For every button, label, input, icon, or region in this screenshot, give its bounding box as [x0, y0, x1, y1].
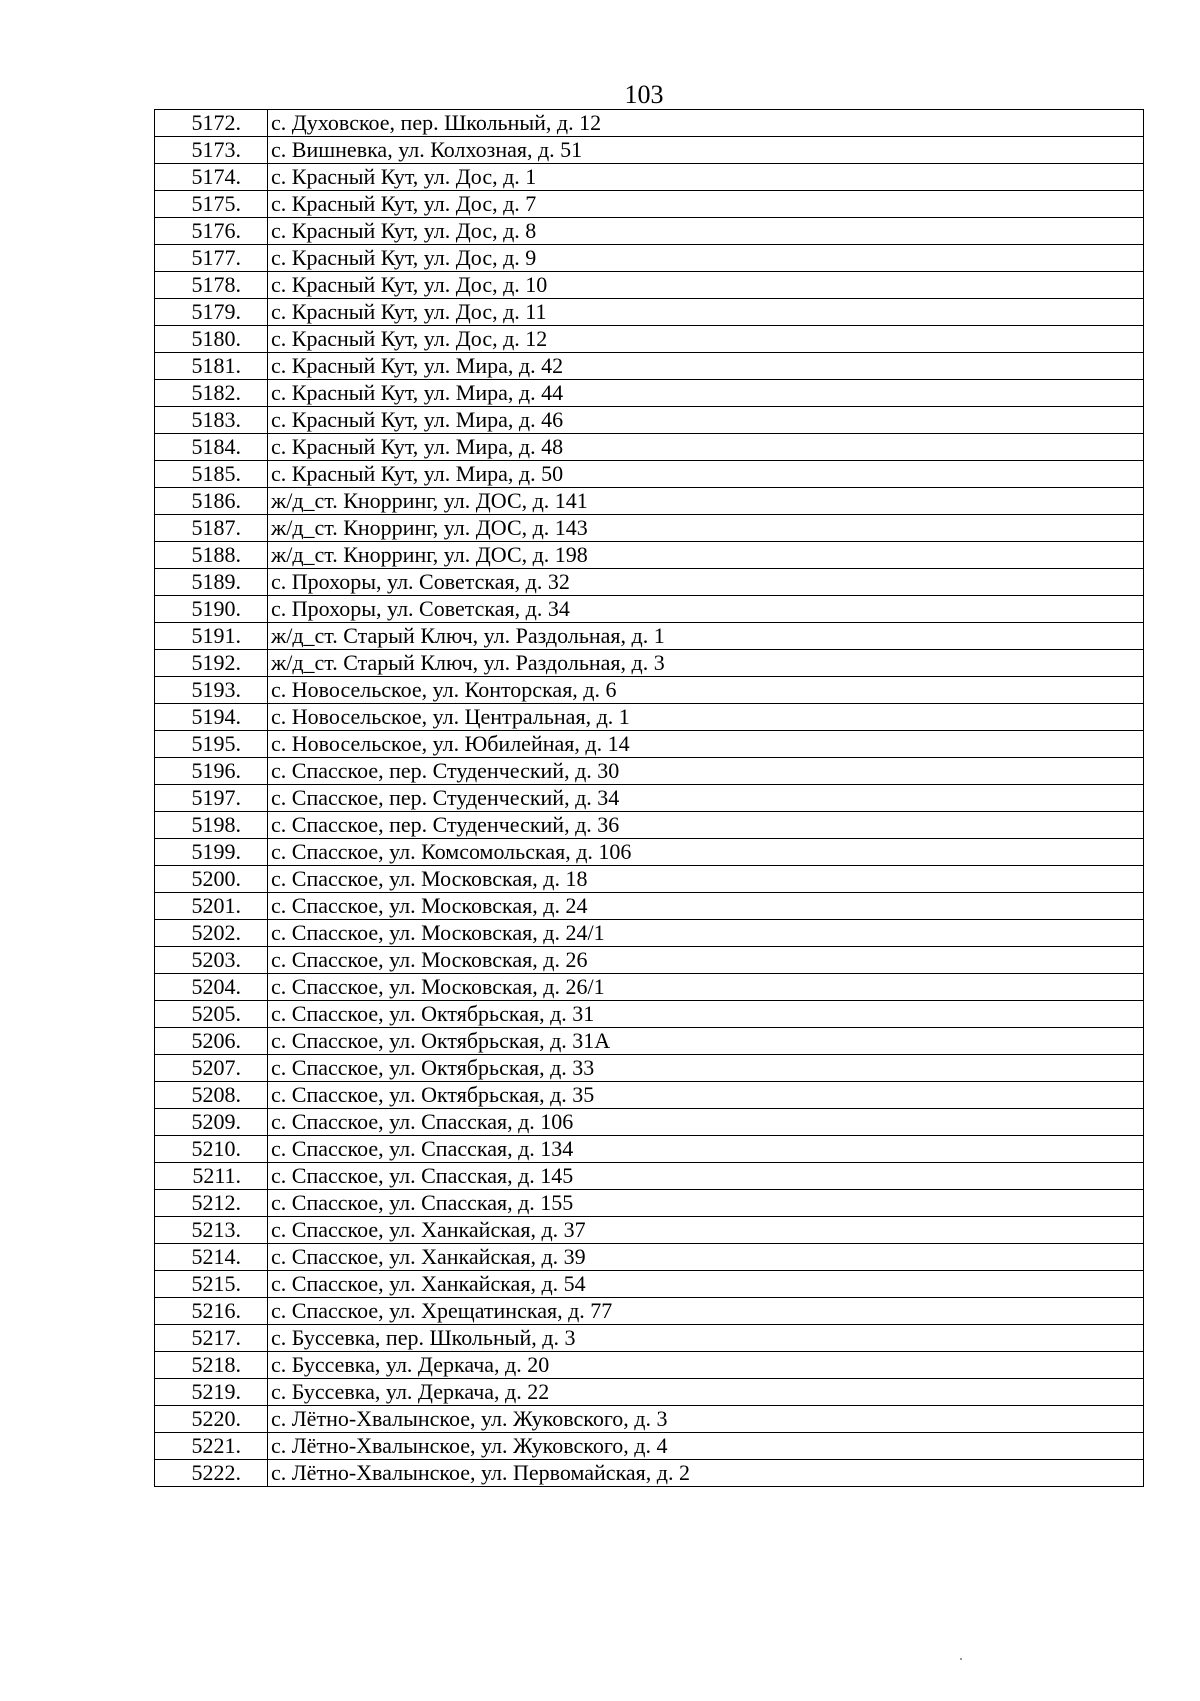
- table-row: [155, 1055, 1144, 1082]
- address-cell: с. Спасское, ул. Московская, д. 26: [268, 947, 1144, 974]
- table-row: [155, 1298, 1144, 1325]
- address-cell: с. Спасское, пер. Студенческий, д. 30: [268, 758, 1144, 785]
- row-number-cell: 5178.: [155, 272, 268, 299]
- row-number-cell: 5172.: [155, 110, 268, 137]
- address-cell: с. Буссевка, пер. Школьный, д. 3: [268, 1325, 1144, 1352]
- table-row: [155, 569, 1144, 596]
- address-cell: с. Духовское, пер. Школьный, д. 12: [268, 110, 1144, 137]
- row-number-cell: 5220.: [155, 1406, 268, 1433]
- row-number-cell: 5189.: [155, 569, 268, 596]
- address-cell: с. Лётно-Хвалынское, ул. Первомайская, д. 2: [268, 1460, 1144, 1487]
- row-number-cell: 5196.: [155, 758, 268, 785]
- row-number-cell: 5174.: [155, 164, 268, 191]
- address-cell: с. Красный Кут, ул. Дос, д. 10: [268, 272, 1144, 299]
- row-number-cell: 5213.: [155, 1217, 268, 1244]
- address-cell: с. Спасское, ул. Октябрьская, д. 35: [268, 1082, 1144, 1109]
- table-row: [155, 299, 1144, 326]
- row-number-cell: 5210.: [155, 1136, 268, 1163]
- row-number-cell: 5182.: [155, 380, 268, 407]
- row-number-cell: 5212.: [155, 1190, 268, 1217]
- row-number-cell: 5222.: [155, 1460, 268, 1487]
- row-number-cell: 5205.: [155, 1001, 268, 1028]
- row-number-cell: 5211.: [155, 1163, 268, 1190]
- address-cell: с. Спасское, ул. Московская, д. 26/1: [268, 974, 1144, 1001]
- row-number-cell: 5195.: [155, 731, 268, 758]
- table-row: [155, 1271, 1144, 1298]
- table-row: [155, 1109, 1144, 1136]
- row-number-cell: 5193.: [155, 677, 268, 704]
- row-number-cell: 5177.: [155, 245, 268, 272]
- row-number-cell: 5173.: [155, 137, 268, 164]
- address-cell: с. Спасское, ул. Московская, д. 18: [268, 866, 1144, 893]
- row-number-cell: 5199.: [155, 839, 268, 866]
- address-cell: с. Новосельское, ул. Конторская, д. 6: [268, 677, 1144, 704]
- row-number-cell: 5176.: [155, 218, 268, 245]
- table-row: [155, 1244, 1144, 1271]
- table-row: [155, 380, 1144, 407]
- address-cell: с. Лётно-Хвалынское, ул. Жуковского, д. 4: [268, 1433, 1144, 1460]
- table-row: [155, 515, 1144, 542]
- address-cell: ж/д_ст. Кнорринг, ул. ДОС, д. 143: [268, 515, 1144, 542]
- table-row: [155, 866, 1144, 893]
- address-cell: с. Спасское, ул. Московская, д. 24: [268, 893, 1144, 920]
- table-row: [155, 1136, 1144, 1163]
- address-cell: с. Спасское, ул. Октябрьская, д. 31А: [268, 1028, 1144, 1055]
- row-number-cell: 5183.: [155, 407, 268, 434]
- table-row: [155, 1406, 1144, 1433]
- row-number-cell: 5179.: [155, 299, 268, 326]
- address-cell: с. Красный Кут, ул. Дос, д. 12: [268, 326, 1144, 353]
- table-row: [155, 893, 1144, 920]
- address-cell: с. Спасское, ул. Ханкайская, д. 54: [268, 1271, 1144, 1298]
- page-number: 103: [624, 80, 664, 109]
- row-number-cell: 5198.: [155, 812, 268, 839]
- row-number-cell: 5200.: [155, 866, 268, 893]
- table-row: [155, 677, 1144, 704]
- row-number-cell: 5218.: [155, 1352, 268, 1379]
- address-cell: ж/д_ст. Старый Ключ, ул. Раздольная, д. 3: [268, 650, 1144, 677]
- table-row: [155, 1082, 1144, 1109]
- table-row: [155, 542, 1144, 569]
- table-row: [155, 1325, 1144, 1352]
- address-cell: с. Спасское, пер. Студенческий, д. 34: [268, 785, 1144, 812]
- row-number-cell: 5192.: [155, 650, 268, 677]
- table-row: [155, 1190, 1144, 1217]
- row-number-cell: 5206.: [155, 1028, 268, 1055]
- row-number-cell: 5184.: [155, 434, 268, 461]
- address-cell: с. Новосельское, ул. Юбилейная, д. 14: [268, 731, 1144, 758]
- address-cell: с. Спасское, ул. Спасская, д. 155: [268, 1190, 1144, 1217]
- table-row: [155, 326, 1144, 353]
- address-cell: с. Спасское, ул. Спасская, д. 145: [268, 1163, 1144, 1190]
- row-number-cell: 5194.: [155, 704, 268, 731]
- address-cell: с. Спасское, ул. Октябрьская, д. 31: [268, 1001, 1144, 1028]
- address-cell: с. Красный Кут, ул. Дос, д. 7: [268, 191, 1144, 218]
- address-cell: с. Спасское, ул. Ханкайская, д. 37: [268, 1217, 1144, 1244]
- row-number-cell: 5201.: [155, 893, 268, 920]
- address-cell: с. Красный Кут, ул. Дос, д. 9: [268, 245, 1144, 272]
- address-cell: с. Спасское, ул. Спасская, д. 106: [268, 1109, 1144, 1136]
- table-row: [155, 1028, 1144, 1055]
- address-cell: с. Буссевка, ул. Деркача, д. 22: [268, 1379, 1144, 1406]
- table-row: [155, 434, 1144, 461]
- row-number-cell: 5190.: [155, 596, 268, 623]
- table-row: [155, 920, 1144, 947]
- table-row: [155, 488, 1144, 515]
- address-table: [154, 109, 1144, 1487]
- table-row: [155, 110, 1144, 137]
- address-cell: ж/д_ст. Кнорринг, ул. ДОС, д. 198: [268, 542, 1144, 569]
- address-cell: ж/д_ст. Кнорринг, ул. ДОС, д. 141: [268, 488, 1144, 515]
- table-row: [155, 137, 1144, 164]
- address-table-body: [155, 110, 1144, 1487]
- table-row: [155, 839, 1144, 866]
- table-row: [155, 164, 1144, 191]
- table-row: [155, 461, 1144, 488]
- row-number-cell: 5197.: [155, 785, 268, 812]
- row-number-cell: 5215.: [155, 1271, 268, 1298]
- row-number-cell: 5208.: [155, 1082, 268, 1109]
- table-row: [155, 1433, 1144, 1460]
- scan-speck: [960, 1658, 962, 1660]
- row-number-cell: 5203.: [155, 947, 268, 974]
- table-row: [155, 1379, 1144, 1406]
- address-cell: с. Красный Кут, ул. Дос, д. 1: [268, 164, 1144, 191]
- address-cell: с. Спасское, пер. Студенческий, д. 36: [268, 812, 1144, 839]
- address-cell: с. Спасское, ул. Октябрьская, д. 33: [268, 1055, 1144, 1082]
- address-cell: с. Спасское, ул. Комсомольская, д. 106: [268, 839, 1144, 866]
- row-number-cell: 5187.: [155, 515, 268, 542]
- address-cell: с. Красный Кут, ул. Мира, д. 48: [268, 434, 1144, 461]
- table-row: [155, 812, 1144, 839]
- address-cell: с. Новосельское, ул. Центральная, д. 1: [268, 704, 1144, 731]
- address-cell: с. Вишневка, ул. Колхозная, д. 51: [268, 137, 1144, 164]
- table-row: [155, 623, 1144, 650]
- table-row: [155, 353, 1144, 380]
- row-number-cell: 5216.: [155, 1298, 268, 1325]
- address-cell: с. Прохоры, ул. Советская, д. 32: [268, 569, 1144, 596]
- table-row: [155, 785, 1144, 812]
- table-row: [155, 1352, 1144, 1379]
- address-cell: с. Красный Кут, ул. Мира, д. 46: [268, 407, 1144, 434]
- address-cell: с. Спасское, ул. Московская, д. 24/1: [268, 920, 1144, 947]
- row-number-cell: 5221.: [155, 1433, 268, 1460]
- row-number-cell: 5191.: [155, 623, 268, 650]
- row-number-cell: 5181.: [155, 353, 268, 380]
- address-cell: с. Красный Кут, ул. Дос, д. 11: [268, 299, 1144, 326]
- address-cell: с. Спасское, ул. Хрещатинская, д. 77: [268, 1298, 1144, 1325]
- row-number-cell: 5217.: [155, 1325, 268, 1352]
- table-row: [155, 947, 1144, 974]
- address-cell: с. Лётно-Хвалынское, ул. Жуковского, д. 3: [268, 1406, 1144, 1433]
- table-row: [155, 1460, 1144, 1487]
- row-number-cell: 5214.: [155, 1244, 268, 1271]
- row-number-cell: 5209.: [155, 1109, 268, 1136]
- table-row: [155, 974, 1144, 1001]
- address-cell: с. Буссевка, ул. Деркача, д. 20: [268, 1352, 1144, 1379]
- table-row: [155, 650, 1144, 677]
- row-number-cell: 5207.: [155, 1055, 268, 1082]
- table-row: [155, 731, 1144, 758]
- row-number-cell: 5186.: [155, 488, 268, 515]
- row-number-cell: 5202.: [155, 920, 268, 947]
- address-cell: с. Красный Кут, ул. Дос, д. 8: [268, 218, 1144, 245]
- row-number-cell: 5219.: [155, 1379, 268, 1406]
- address-cell: с. Спасское, ул. Спасская, д. 134: [268, 1136, 1144, 1163]
- address-cell: с. Красный Кут, ул. Мира, д. 42: [268, 353, 1144, 380]
- row-number-cell: 5185.: [155, 461, 268, 488]
- table-row: [155, 1001, 1144, 1028]
- table-row: [155, 758, 1144, 785]
- table-row: [155, 245, 1144, 272]
- table-row: [155, 1163, 1144, 1190]
- row-number-cell: 5204.: [155, 974, 268, 1001]
- address-cell: с. Красный Кут, ул. Мира, д. 50: [268, 461, 1144, 488]
- table-row: [155, 218, 1144, 245]
- address-cell: с. Красный Кут, ул. Мира, д. 44: [268, 380, 1144, 407]
- address-cell: с. Прохоры, ул. Советская, д. 34: [268, 596, 1144, 623]
- table-row: [155, 596, 1144, 623]
- row-number-cell: 5180.: [155, 326, 268, 353]
- address-cell: ж/д_ст. Старый Ключ, ул. Раздольная, д. 1: [268, 623, 1144, 650]
- table-row: [155, 191, 1144, 218]
- table-row: [155, 407, 1144, 434]
- table-row: [155, 272, 1144, 299]
- row-number-cell: 5188.: [155, 542, 268, 569]
- row-number-cell: 5175.: [155, 191, 268, 218]
- table-row: [155, 704, 1144, 731]
- address-cell: с. Спасское, ул. Ханкайская, д. 39: [268, 1244, 1144, 1271]
- table-row: [155, 1217, 1144, 1244]
